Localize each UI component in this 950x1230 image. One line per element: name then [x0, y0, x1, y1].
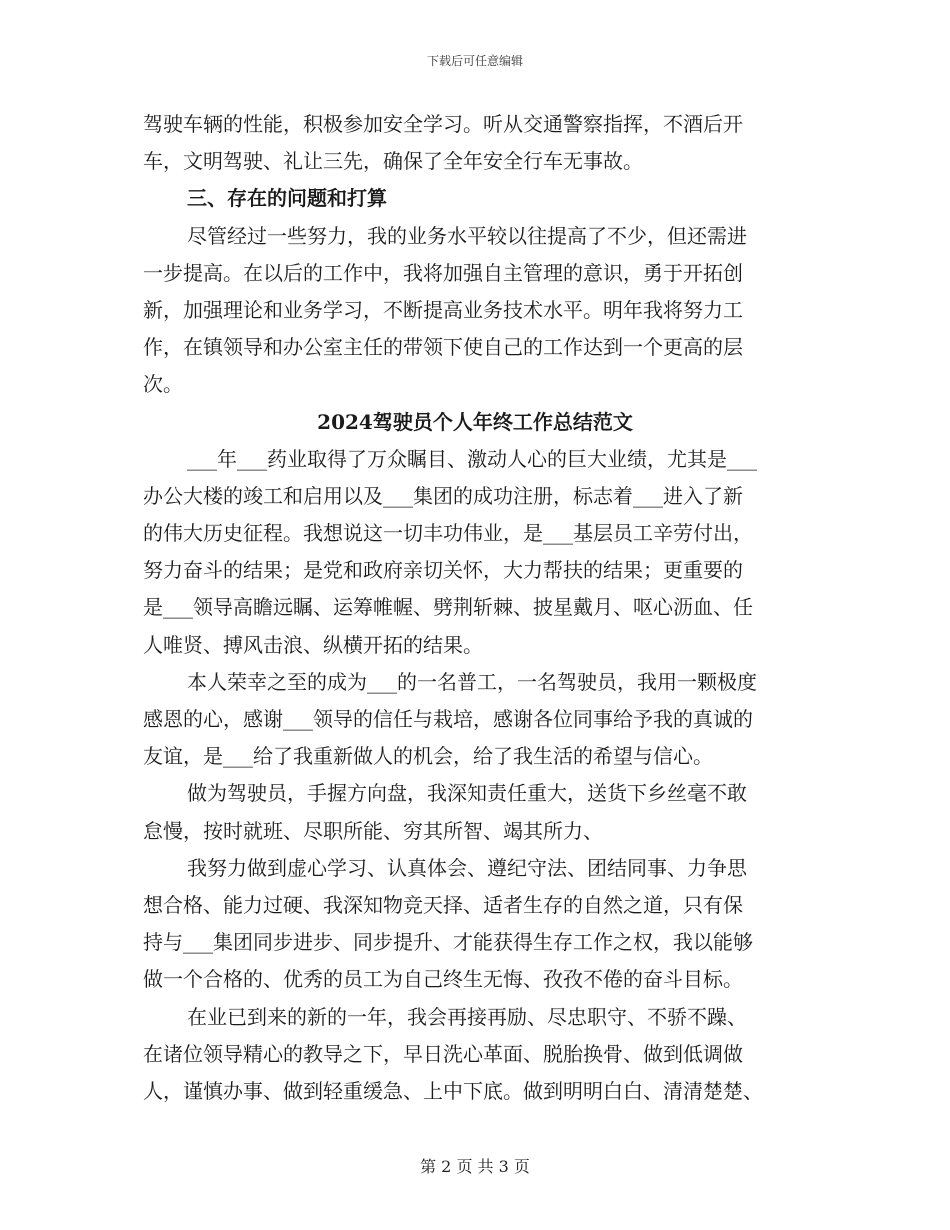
paragraph-line: 感恩的心，感谢___领导的信任与栽培，感谢各位同事给予我的真诚的 [143, 707, 753, 731]
document-title: 2024驾驶员个人年终工作总结范文 [317, 409, 633, 434]
paragraph-line: 驾驶车辆的性能，积极参加安全学习。听从交通警察指挥，不酒后开 [143, 112, 743, 136]
paragraph-line: 作，在镇领导和办公室主任的带领下使自己的工作达到一个更高的层 [143, 335, 743, 360]
paragraph-line: 做为驾驶员，手握方向盘，我深知责任重大，送货下乡丝毫不敢 [187, 781, 747, 806]
paragraph-line: 在业已到来的新的一年，我会再接再励、尽忠职守、不骄不躁、 [187, 1004, 747, 1029]
paragraph-line: 怠慢，按时就班、尽职所能、穷其所智、竭其所力、 [143, 818, 603, 843]
document-body [143, 106, 807, 1110]
paragraph-line: 车，文明驾驶、礼让三先，确保了全年安全行车无事故。 [143, 149, 643, 174]
paragraph-line: 在诸位领导精心的教导之下，早日洗心革面、脱胎换骨、做到低调做 [143, 1041, 743, 1066]
page-header: 下载后可任意编辑 [426, 54, 523, 68]
paragraph-line: 一步提高。在以后的工作中，我将加强自主管理的意识，勇于开拓创 [143, 260, 743, 285]
paragraph-line: 做一个合格的、优秀的员工为自己终生无悔、孜孜不倦的奋斗目标。 [143, 967, 743, 992]
paragraph-line: 友谊，是___给了我重新做人的机会，给了我生活的希望与信心。 [143, 744, 713, 769]
paragraph-line: 持与___集团同步进步、同步提升、才能获得生存工作之权，我以能够 [143, 930, 753, 955]
paragraph-line: 办公大楼的竣工和启用以及___集团的成功注册，标志着___进入了新 [143, 483, 743, 508]
paragraph-line: 努力奋斗的结果；是党和政府亲切关怀，大力帮扶的结果；更重要的 [143, 558, 743, 583]
paragraph-line: 是___领导高瞻远瞩、运筹帷幄、劈荆斩棘、披星戴月、呕心沥血、任 [143, 595, 753, 620]
paragraph-line: ___年___药业取得了万众瞩目、激动人心的巨大业绩，尤其是___ [187, 446, 757, 471]
paragraph-line: 人唯贤、搏风击浪、纵横开拓的结果。 [143, 632, 483, 657]
paragraph-line: 新，加强理论和业务学习，不断提高业务技术水平。明年我将努力工 [143, 297, 743, 322]
paragraph-line: 尽管经过一些努力，我的业务水平较以往提高了不少，但还需进 [187, 223, 747, 248]
paragraph-line: 本人荣幸之至的成为___的一名普工，一名驾驶员，我用一颗极度 [187, 669, 757, 694]
paragraph-line: 次。 [143, 372, 183, 397]
page-footer: 第 2 页 共 3 页 [420, 1157, 530, 1176]
paragraph-line: 我努力做到虚心学习、认真体会、遵纪守法、团结同事、力争思 [187, 855, 747, 880]
section-heading: 三、存在的问题和打算 [187, 186, 387, 211]
paragraph-line: 的伟大历史征程。我想说这一切丰功伟业，是___基层员工辛劳付出， [143, 521, 753, 546]
paragraph-line: 人，谨慎办事、做到轻重缓急、上中下底。做到明明白白、清清楚楚、 [143, 1078, 763, 1103]
paragraph-line: 想合格、能力过硬、我深知物竞天择、适者生存的自然之道，只有保 [143, 892, 743, 917]
